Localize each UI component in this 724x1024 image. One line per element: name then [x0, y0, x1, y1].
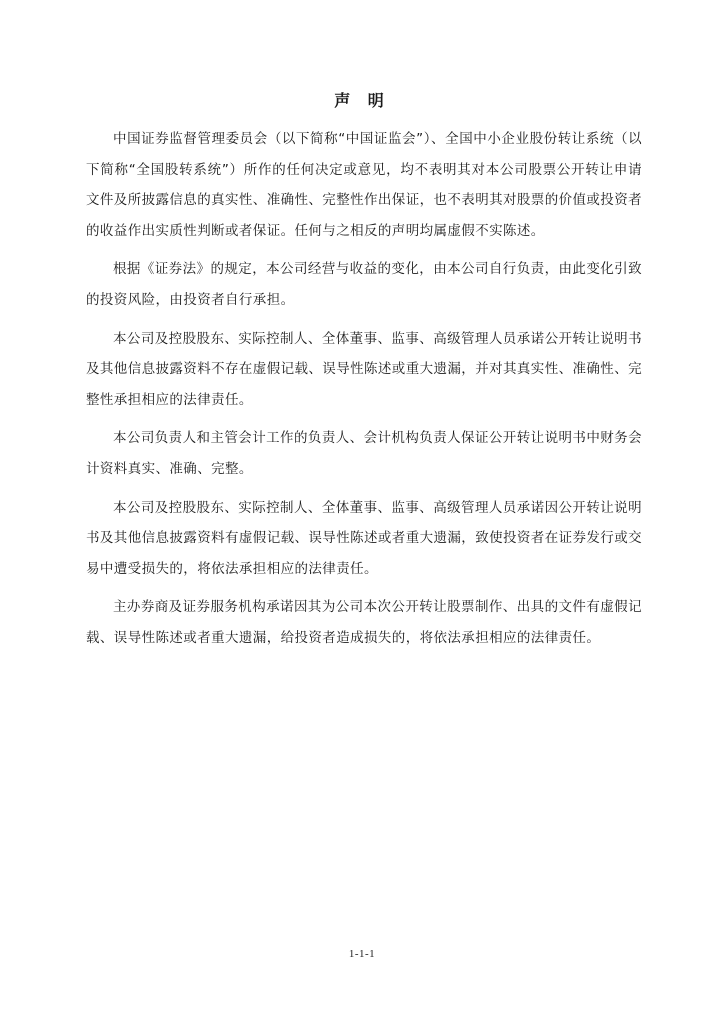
page-title: 声 明 [334, 91, 390, 110]
paragraph-regulator-disclaimer: 中国证券监督管理委员会（以下简称“中国证监会”）、全国中小企业股份转让系统（以下简称“全国股转系统”）所作的任何决定或意见，均不表明其对本公司股票公开转让申请文件及所披露信息的真实性、准确性、完整性作出保证，也不表明其对股票的价值或投资者的收益作出实质性判断或者保证。任何与之相反的声明均属虚假不实陈述。 [86, 131, 642, 239]
page-number: 1-1-1 [348, 948, 376, 960]
declaration-body [86, 124, 642, 662]
paragraph-financial-assurance: 本公司负责人和主管会计工作的负责人、会计机构负责人保证公开转让说明书中财务会计资料真实、准确、完整。 [86, 430, 642, 477]
paragraph-liability-commitment: 本公司及控股股东、实际控制人、全体董事、监事、高级管理人员承诺因公开转让说明书及其他信息披露资料有虚假记载、误导性陈述或者重大遗漏，致使投资者在证券发行或交易中遭受损失的，将依法承担相应的法律责任。 [86, 499, 642, 577]
paragraph-investment-risk: 根据《证券法》的规定，本公司经营与收益的变化，由本公司自行负责，由此变化引致的投资风险，由投资者自行承担。 [86, 261, 642, 308]
paragraph-broker-commitment: 主办券商及证券服务机构承诺因其为公司本次公开转让股票制作、出具的文件有虚假记载、误导性陈述或者重大遗漏，给投资者造成损失的，将依法承担相应的法律责任。 [86, 599, 642, 646]
paragraph-disclosure-commitment: 本公司及控股股东、实际控制人、全体董事、监事、高级管理人员承诺公开转让说明书及其他信息披露资料不存在虚假记载、误导性陈述或重大遗漏，并对其真实性、准确性、完整性承担相应的法律责任。 [86, 330, 642, 408]
